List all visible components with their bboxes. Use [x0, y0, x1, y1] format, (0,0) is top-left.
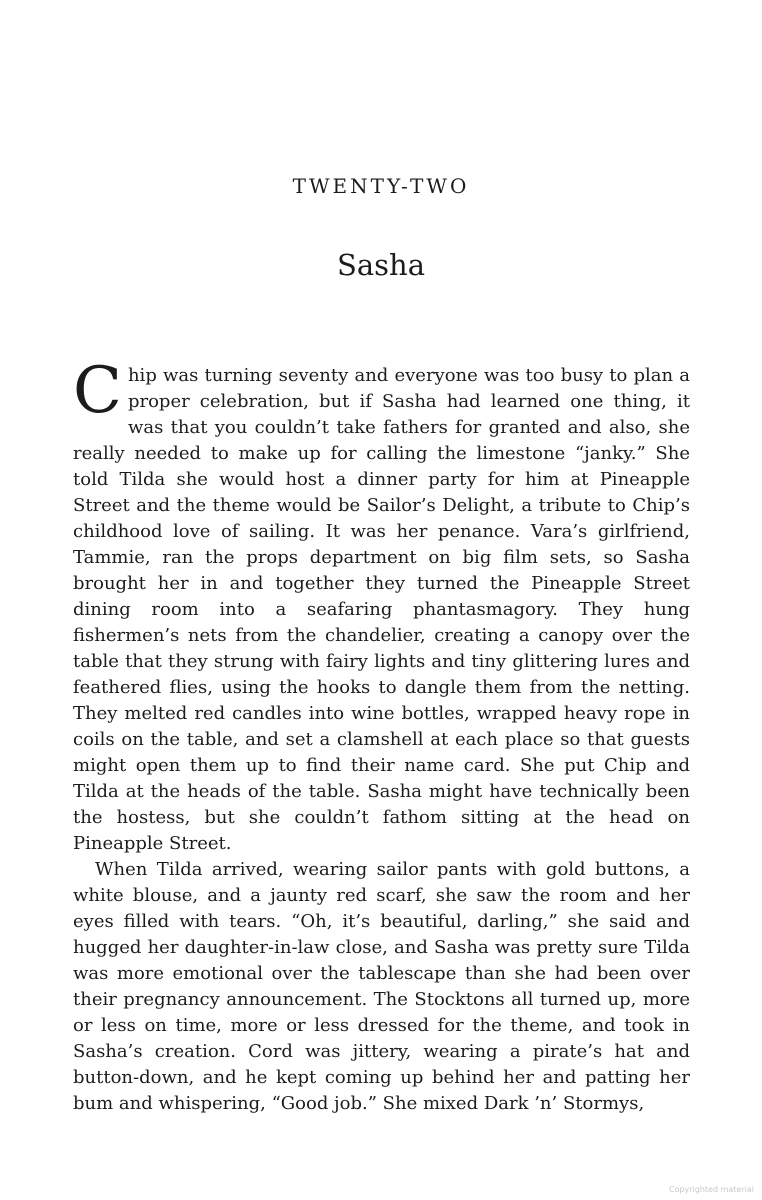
chapter-number: TWENTY-TWO — [292, 174, 470, 198]
paragraph-1-text: hip was turning seventy and everyone was too busy to plan a proper celebration, but if Sasha had learned one thing, it was that you couldn’t take fathers for granted and also, she really needed to make up for calling the limestone “janky.” She told Tilda she would host a dinner party for him at Pineapple Street and the theme would be Sailor’s Delight, a tribute to Chip’s childhood love of sailing. It was her penance. Vara’s girlfriend, Tammie, ran the props department on big film sets, so Sasha brought her in and together they turned the Pineapple Street dining room into a seafaring phantasmagory. They hung fishermen’s nets from the chandelier, creating a canopy over the table that they strung with fairy lights and tiny glittering lures and feathered flies, using the hooks to dangle them from the netting. They melted red candles into wine bottles, wrapped heavy rope in coils on the table, and set a clamshell at each place so that guests might open them up to find their name card. She put Chip and Tilda at the heads of the table. Sasha might have technically been the hostess, but she couldn’t fathom sitting at the head on Pineapple Street. — [73, 365, 690, 854]
chapter-title: Sasha — [336, 248, 425, 282]
drop-cap: C — [73, 354, 122, 428]
paragraph-2: When Tilda arrived, wearing sailor pants with gold buttons, a white blouse, and a jaunty red scarf, she saw the room and her eyes filled with tears. “Oh, it’s beautiful, darling,” she said and hugged her daughter-in-law close, and Sasha was pretty sure Tilda was more emotional over the tablescape than she had been over their pregnancy announcement. The Stocktons all turned up, more or less on time, more or less dressed for the theme, and took in Sasha’s creation. Cord was jittery, wearing a pirate’s hat and button-down, and he kept coming up behind her and patting her bum and whispering, “Good job.” She mixed Dark ’n’ Stormys, — [73, 859, 690, 1114]
copyright-watermark: Copyrighted material — [668, 1185, 754, 1194]
paragraph-1 — [73, 354, 690, 857]
body-text — [73, 354, 690, 1117]
